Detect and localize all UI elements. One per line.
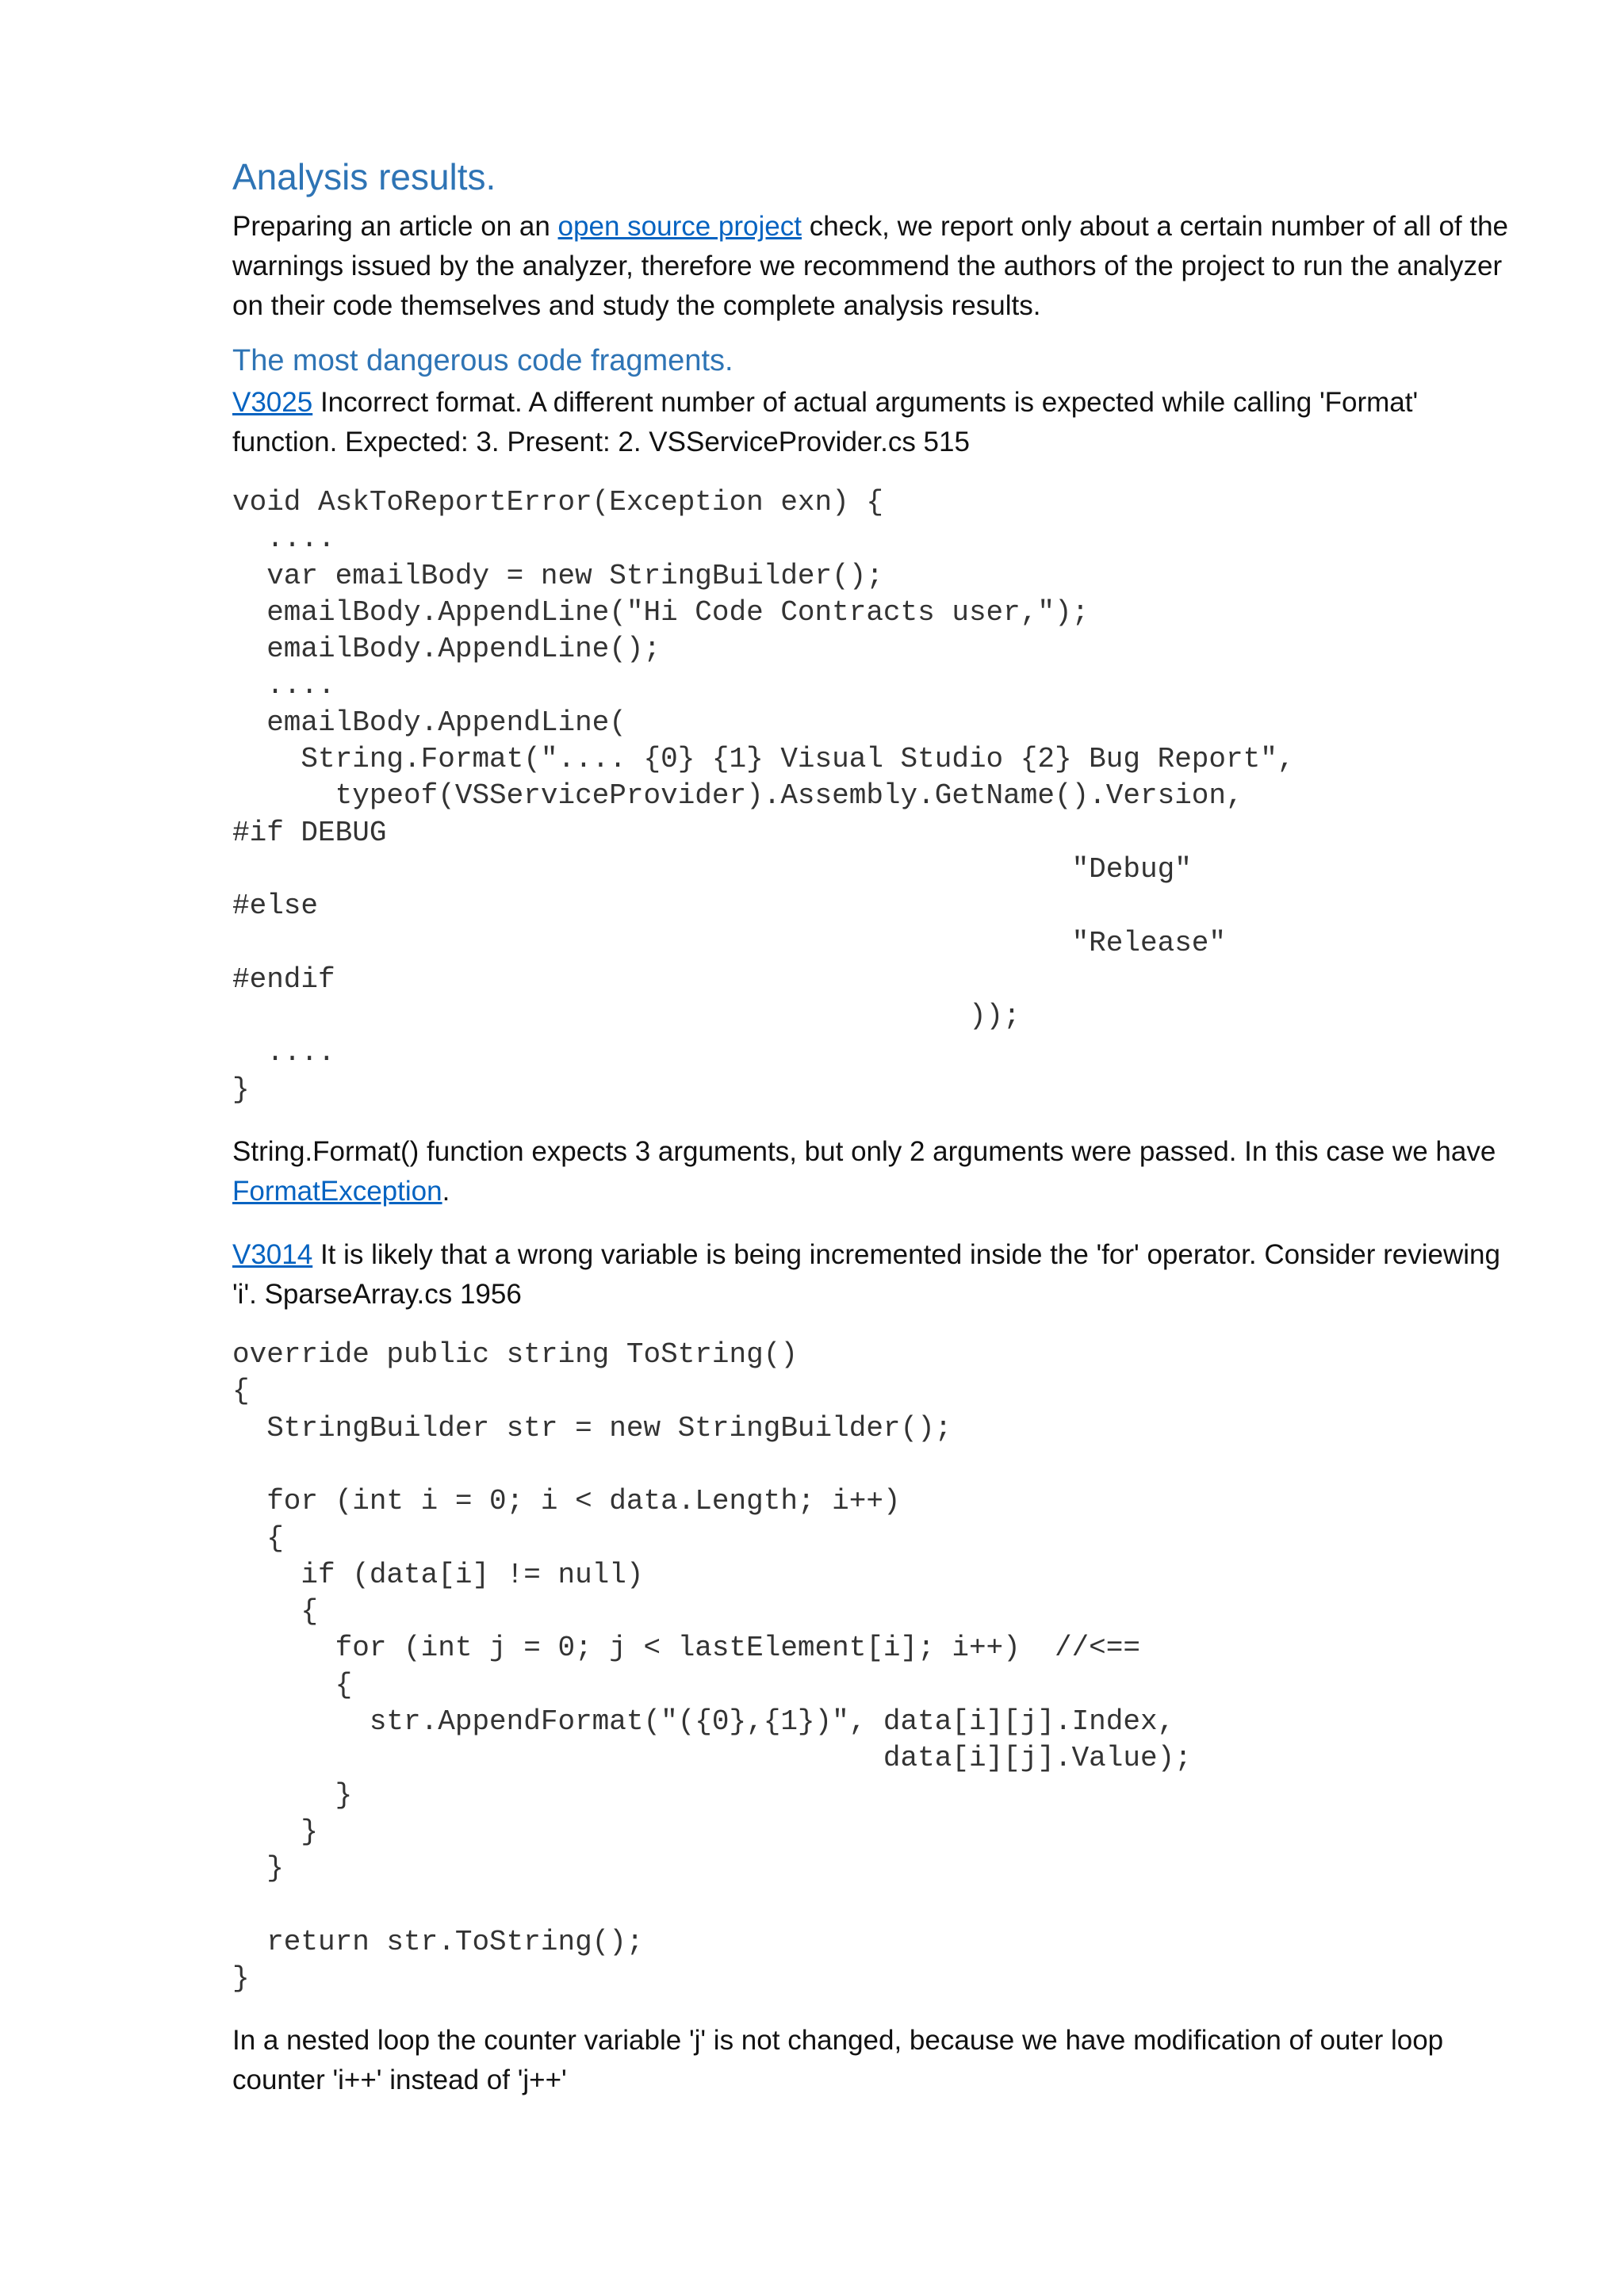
code-line: if (data[i] != null) xyxy=(232,1558,644,1591)
format-exception-link[interactable]: FormatException xyxy=(232,1176,442,1207)
code-line: emailBody.AppendLine(); xyxy=(232,633,661,666)
code-line: )); xyxy=(232,1000,1021,1033)
explanation-format-text: String.Format() function expects 3 arguments, but only 2 arguments were passed. In this case we have xyxy=(232,1136,1496,1168)
code-line: } xyxy=(232,1852,284,1885)
code-line: } xyxy=(232,1073,250,1106)
code-line: #else xyxy=(232,890,319,923)
warning-v3014-text: It is likely that a wrong variable is being incremented inside the 'for' operator. Consider reviewing 'i'. SparseArray.cs 1956 xyxy=(232,1239,1500,1311)
code-line: emailBody.AppendLine( xyxy=(232,706,626,739)
code-line: return str.ToString(); xyxy=(232,1925,644,1958)
code-line: #endif xyxy=(232,962,335,996)
code-line: for (int i = 0; i < data.Length; i++) xyxy=(232,1485,901,1518)
code-line: } xyxy=(232,1815,319,1848)
section-heading: Analysis results. xyxy=(232,156,496,197)
code-line: StringBuilder str = new StringBuilder(); xyxy=(232,1411,952,1445)
code-line: .... xyxy=(232,522,335,556)
code-line: data[i][j].Value); xyxy=(232,1742,1192,1775)
code-line: .... xyxy=(232,669,335,702)
intro-text-after: check, we report only about a certain number of all of the warnings issued by the analyzer, therefore we recommend the authors of the project to run the analyzer on their code themselves and study the complete analysis results. xyxy=(232,211,1509,321)
subsection-heading: The most dangerous code fragments. xyxy=(232,344,733,377)
explanation-format xyxy=(232,1132,1517,1211)
warning-v3025 xyxy=(232,383,1517,462)
code-line: } xyxy=(232,1962,250,1996)
warning-v3014 xyxy=(232,1235,1517,1314)
code-line: "Debug" xyxy=(232,852,1192,886)
code-block-ask-to-report-error xyxy=(232,484,1517,1108)
code-line: #if DEBUG xyxy=(232,816,387,849)
code-line: var emailBody = new StringBuilder(); xyxy=(232,559,883,592)
code-line: override public string ToString() xyxy=(232,1338,798,1372)
code-line: { xyxy=(232,1595,319,1628)
code-line: } xyxy=(232,1778,353,1812)
v3025-link[interactable]: V3025 xyxy=(232,387,313,418)
code-line: { xyxy=(232,1375,250,1408)
v3014-link[interactable]: V3014 xyxy=(232,1239,313,1271)
code-line: str.AppendFormat("({0},{1})", data[i][j].Index, xyxy=(232,1705,1175,1739)
explanation-format-end: . xyxy=(442,1176,450,1207)
code-line xyxy=(232,1888,1517,1924)
code-line: typeof(VSServiceProvider).Assembly.GetName().Version, xyxy=(232,779,1243,813)
code-line xyxy=(232,1447,1517,1483)
code-line: String.Format(".... {0} {1} Visual Studio {2} Bug Report", xyxy=(232,743,1295,776)
explanation-nested-loop: In a nested loop the counter variable 'j' is not changed, because we have modification of outer loop counter 'i++' instead of 'j++' xyxy=(232,2025,1444,2096)
open-source-project-link[interactable]: open source project xyxy=(557,211,802,242)
warning-v3025-text: Incorrect format. A different number of actual arguments is expected while calling 'Format' function. Expected: 3. Present: 2. VSServiceProvider.cs 515 xyxy=(232,387,1419,457)
intro-paragraph xyxy=(232,207,1517,326)
code-line: emailBody.AppendLine("Hi Code Contracts user,"); xyxy=(232,595,1090,629)
code-line: .... xyxy=(232,1036,335,1070)
code-block-to-string xyxy=(232,1337,1517,1997)
document-page xyxy=(232,155,1517,2100)
code-line: "Release" xyxy=(232,926,1227,959)
intro-text-before: Preparing an article on an xyxy=(232,211,558,242)
code-line: { xyxy=(232,1521,284,1555)
code-line: { xyxy=(232,1668,353,1701)
code-line: void AskToReportError(Exception exn) { xyxy=(232,486,883,519)
code-line: for (int j = 0; j < lastElement[i]; i++) //<== xyxy=(232,1632,1140,1665)
